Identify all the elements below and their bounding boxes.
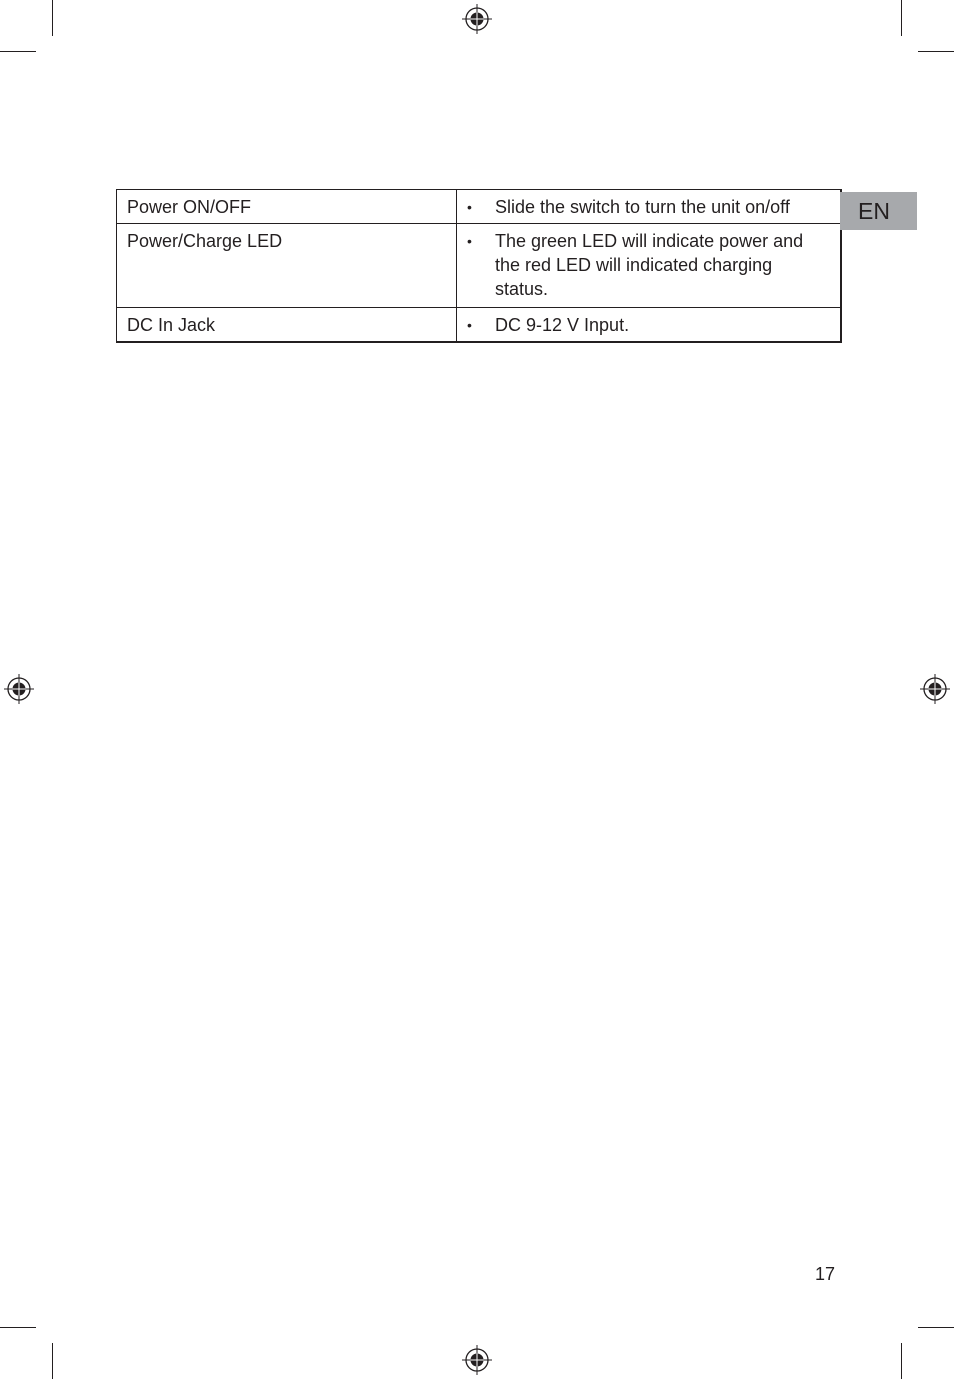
feature-cell: Power ON/OFF bbox=[117, 190, 457, 224]
bullet-item bbox=[467, 229, 830, 301]
crop-mark-top-right-horizontal bbox=[918, 51, 954, 52]
controls-table bbox=[116, 189, 842, 343]
description-text: DC 9-12 V Input. bbox=[495, 315, 630, 335]
bullet-item bbox=[467, 195, 830, 219]
description-cell bbox=[457, 308, 842, 343]
language-tab: EN bbox=[840, 192, 917, 230]
registration-mark-icon bbox=[462, 1345, 492, 1375]
crop-mark-bottom-right-vertical bbox=[901, 1343, 902, 1379]
crop-mark-bottom-left-vertical bbox=[52, 1343, 53, 1379]
crop-mark-bottom-left-horizontal bbox=[0, 1327, 36, 1328]
feature-cell: Power/Charge LED bbox=[117, 224, 457, 308]
description-text: The green LED will indicate power and the red LED will indicated charging status. bbox=[495, 231, 804, 299]
crop-mark-top-right-vertical bbox=[901, 0, 902, 36]
bullet-icon: • bbox=[467, 199, 472, 215]
crop-mark-bottom-right-horizontal bbox=[918, 1327, 954, 1328]
feature-cell: DC In Jack bbox=[117, 308, 457, 343]
crop-mark-top-left-horizontal bbox=[0, 51, 36, 52]
bullet-icon: • bbox=[467, 233, 472, 249]
registration-mark-icon bbox=[4, 674, 34, 704]
table-row bbox=[117, 308, 842, 343]
table-row bbox=[117, 224, 842, 308]
description-cell bbox=[457, 190, 842, 224]
registration-mark-icon bbox=[462, 4, 492, 34]
description-text: Slide the switch to turn the unit on/off bbox=[495, 197, 790, 217]
crop-mark-top-left-vertical bbox=[52, 0, 53, 36]
bullet-item bbox=[467, 313, 830, 337]
table-row bbox=[117, 190, 842, 224]
registration-mark-icon bbox=[920, 674, 950, 704]
description-cell bbox=[457, 224, 842, 308]
bullet-icon: • bbox=[467, 317, 472, 333]
page-number: 17 bbox=[815, 1264, 836, 1284]
